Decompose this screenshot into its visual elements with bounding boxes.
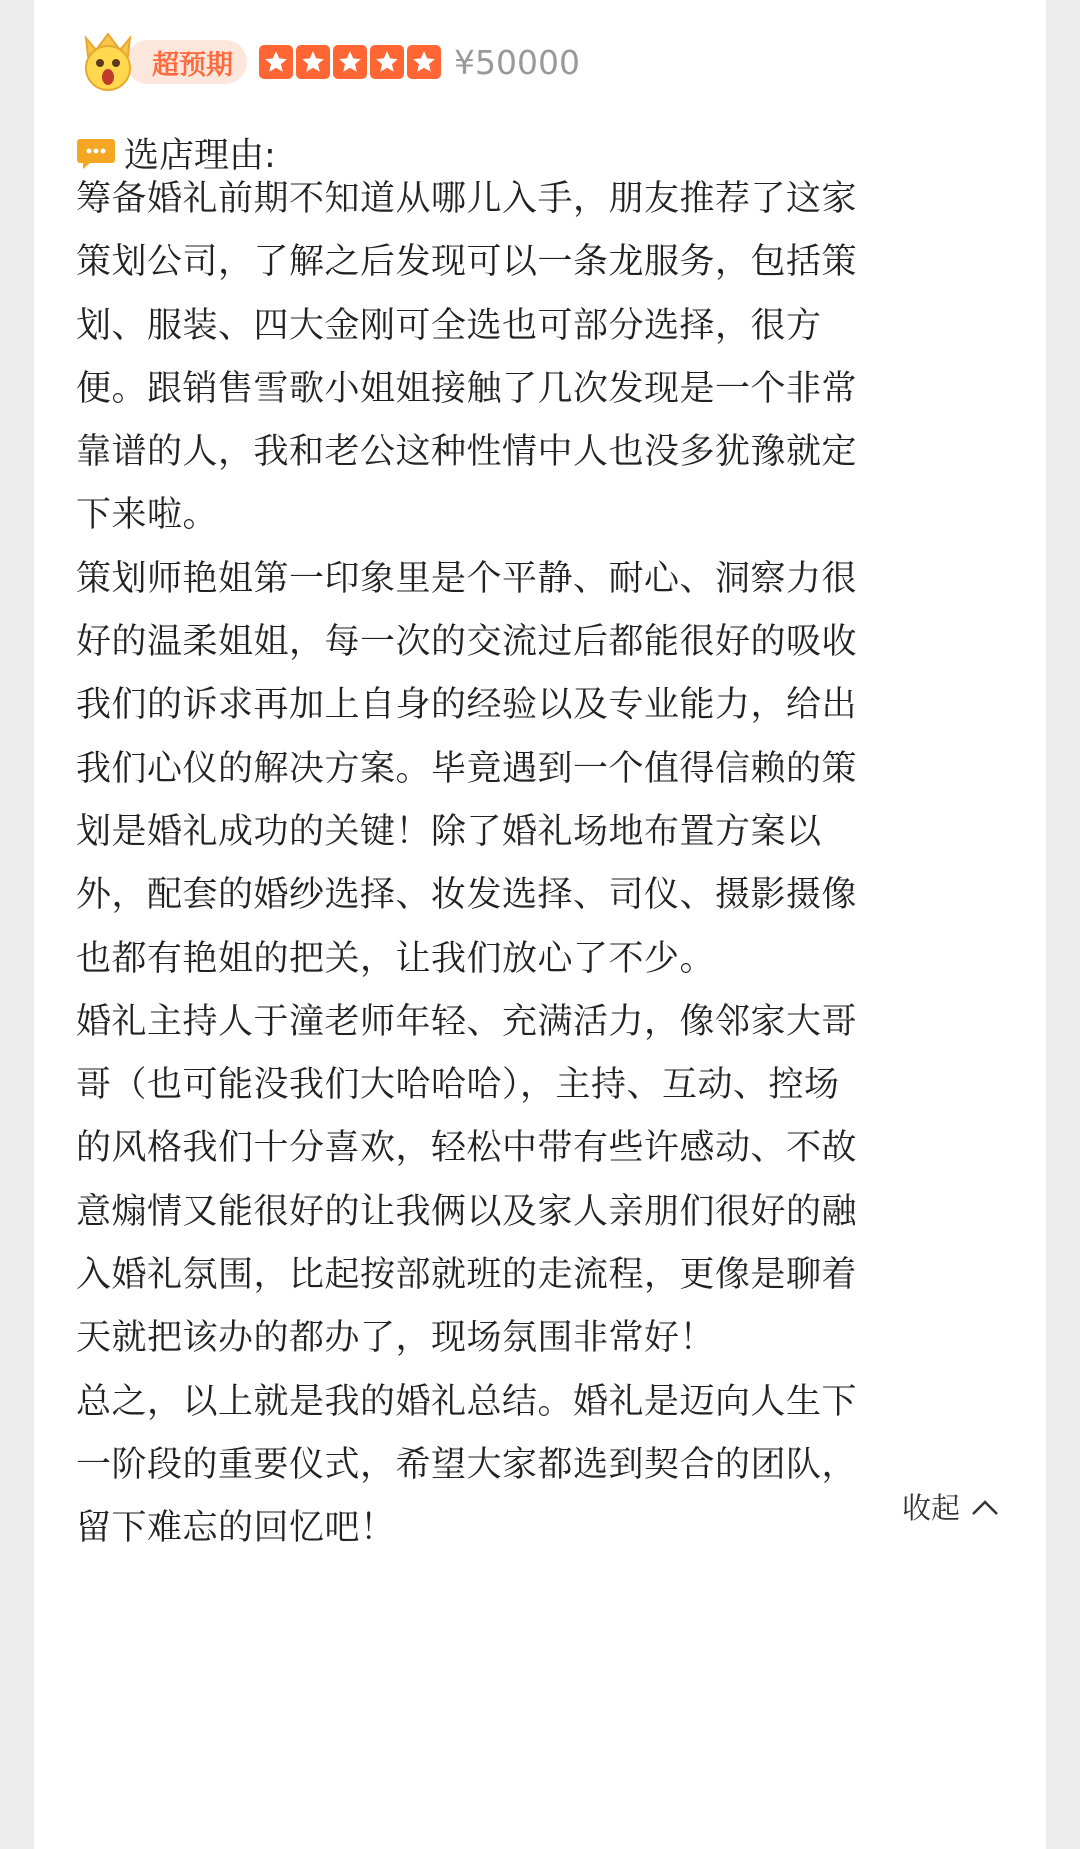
surprised-face-icon (76, 30, 140, 94)
star-icon (333, 45, 367, 79)
star-icon (296, 45, 330, 79)
reason-label: 选店理由: (124, 136, 276, 176)
collapse-label: 收起 (902, 1491, 961, 1525)
collapse-button[interactable] (902, 1486, 1000, 1527)
review-paragraph-1: 筹备婚礼前期不知道从哪儿入手，朋友推荐了这家 策划公司，了解之后发现可以一条龙服务，包括策 划、服装、四大金刚可全选也可部分选择，很方 便。跟销售雪歌小姐姐接触了几次发现是一个非常 靠谱的人，我和老公这种性情中人也没多犹豫就定 下来啦。 (76, 179, 858, 536)
chevron-up-icon (970, 1497, 1000, 1517)
review-paragraph-3: 婚礼主持人于潼老师年轻、充满活力，像邻家大哥 哥（也可能没我们大哈哈哈），主持、互动、控场 的风格我们十分喜欢，轻松中带有些许感动、不故 意煽情又能很好的让我俩以及家人亲朋们很好的融 入婚礼氛围，比起按部就班的走流程，更像是聊着 天就把该办的都办了，现场氛围非常好！ (76, 1001, 858, 1359)
review-content (76, 168, 1016, 1561)
review-paragraph-2: 策划师艳姐第一印象里是个平静、耐心、洞察力很 好的温柔姐姐，每一次的交流过后都能很好的吸收 我们的诉求再加上自身的经验以及专业能力，给出 我们心仪的解决方案。毕竟遇到一个值得信赖的策 划是婚礼成功的关键！除了婚礼场地布置方案以 外，配套的婚纱选择、妆发选择、司仪、摄影摄像 也都有艳姐的把关，让我们放心了不少。 (76, 558, 858, 979)
review-card (34, 0, 1046, 1849)
star-icon (407, 45, 441, 79)
expectation-badge: 超预期 (126, 40, 247, 84)
chat-bubble-icon (76, 135, 116, 171)
star-icon (259, 45, 293, 79)
review-header (76, 30, 580, 94)
star-icon (370, 45, 404, 79)
review-paragraph-4: 总之，以上就是我的婚礼总结。婚礼是迈向人生下 一阶段的重要仪式，希望大家都选到契合的团队， 留下难忘的回忆吧！ (76, 1381, 858, 1549)
star-rating (259, 45, 444, 79)
price-per-person: ¥50000 (454, 42, 580, 82)
